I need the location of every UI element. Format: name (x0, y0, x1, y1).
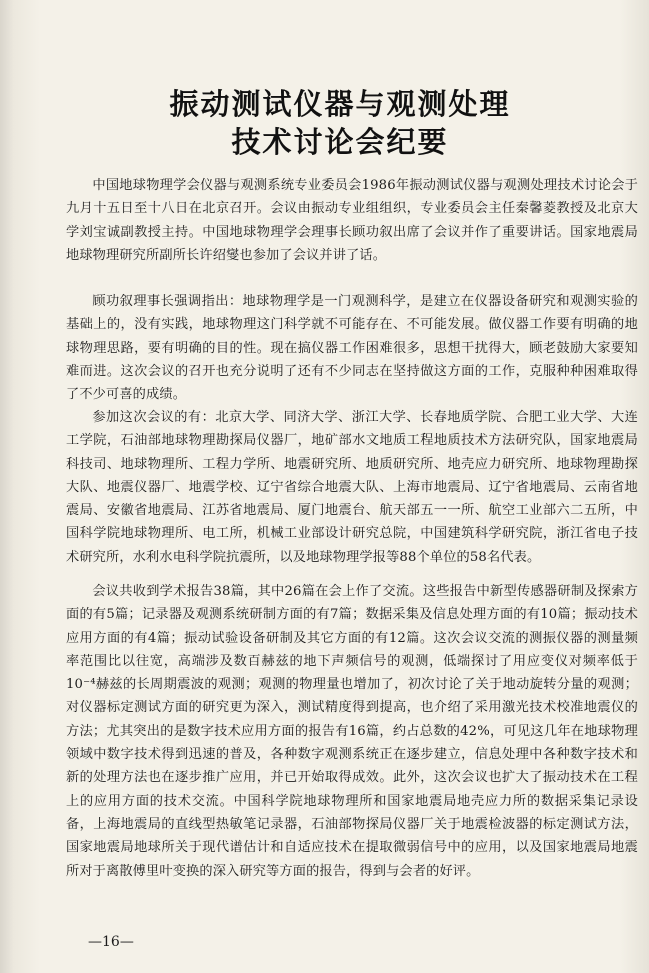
document-title-line1: 振动测试仪器与观测处理 (169, 87, 511, 121)
body-paragraph-1: 中国地球物理学会仪器与观测系统专业委员会1986年振动测试仪器与观测处理技术讨论会于九月十五日至十八日在北京召开。会议由振动专业组组织，专业委员会主任秦馨菱教授及北京大学刘宝诚副教授主持。中国地球物理学会理事长顾功叙出席了会议并作了重要讲话。国家地震局地球物理研究所副所长许绍燮也参加了会议并讲了话。 (66, 178, 638, 263)
document-title-line2: 技术讨论会纪要 (231, 125, 449, 159)
page-number: —16— (88, 934, 134, 950)
body-paragraph-2: 顾功叙理事长强调指出：地球物理学是一门观测科学，是建立在仪器设备研究和观测实验的基础上的，没有实践，地球物理这门科学就不可能存在、不可能发展。做仪器工作要有明确的地球物理思路，要有明确的目的性。现在搞仪器工作困难很多，思想干扰得大，顾老鼓励大家要知难而进。这次会议的召开也充分说明了还有不少同志在坚持做这方面的工作，克服种种困难取得了不少可喜的成绩。 (66, 294, 638, 403)
body-paragraph-3: 参加这次会议的有：北京大学、同济大学、浙江大学、长春地质学院、合肥工业大学、大连工学院，石油部地球物理勘探局仪器厂，地矿部水文地质工程地质技术方法研究队，国家地震局科技司、地球物理所、工程力学所、地震研究所、地质研究所、地壳应力研究所、地球物理勘探大队、地震仪器厂、地震学校、辽宁省综合地震大队、上海市地震局、辽宁省地震局、云南省地震局、安徽省地震局、江苏省地震局、厦门地震台、航天部五一一所、航空工业部六二五所，中国科学院地球物理所、电工所，机械工业部设计研究总院，中国建筑科学研究院，浙江省电子技术研究所，水利水电科学院抗震所，以及地球物理学报等88个单位的58名代表。 (66, 410, 638, 565)
body-paragraph-4: 会议共收到学术报告38篇，其中26篇在会上作了交流。这些报告中新型传感器研制及探索方面的有5篇；记录器及观测系统研制方面的有7篇；数据采集及信息处理方面的有10篇；振动技术应用方面的有4篇；振动试验设备研制及其它方面的有12篇。这次会议交流的测振仪器的测量频率范围比以往宽，高端涉及数百赫兹的地下声频信号的观测，低端探讨了用应变仪对频率低于10⁻⁴赫兹的长周期震波的观测；观测的物理量也增加了，初次讨论了关于地动旋转分量的观测；对仪器标定测试方面的研究更为深入，测试精度得到提高，也介绍了采用激光技术校准地震仪的方法；尤其突出的是数字技术应用方面的报告有16篇，约占总数的42%，可见这几年在地球物理领域中数字技术得到迅速的普及，各种数字观测系统正在逐步建立，信息处理中各种数字技术和新的处理方法也在逐步推广应用，并已开始取得成效。此外，这次会议也扩大了振动技术在工程上的应用方面的技术交流。中国科学院地球物理所和国家地震局地壳应力所的数据采集记录设备，上海地震局的直线型热敏笔记录器，石油部物探局仪器厂关于地震检波器的标定测试方法，国家地震局地球所关于现代谱估计和自适应技术在提取微弱信号中的应用，以及国家地震局地震所对于离散傅里叶变换的深入研究等方面的报告，得到与会者的好评。 (66, 584, 638, 879)
